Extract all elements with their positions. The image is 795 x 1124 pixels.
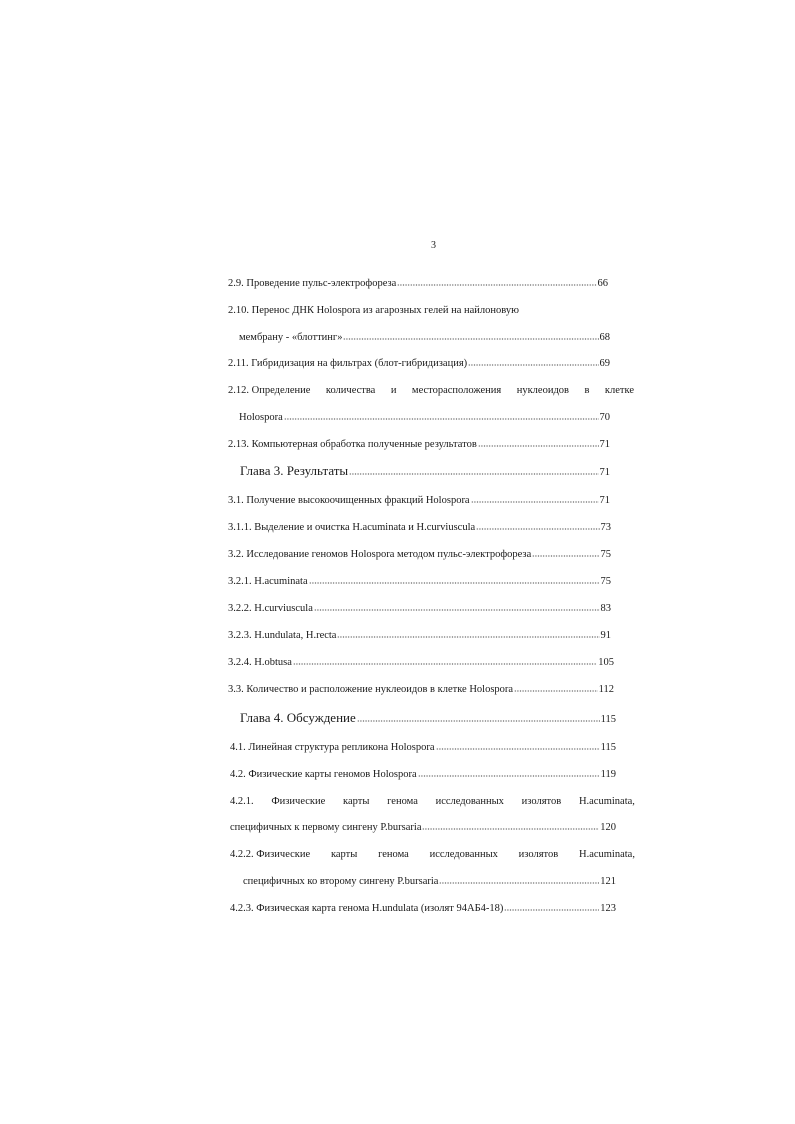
toc-chapter-4 xyxy=(240,711,616,727)
toc-entry-page: 70 xyxy=(599,412,610,423)
toc-entry-text: 2.11. Гибридизация на фильтрах (блот-гибридизация) xyxy=(228,358,468,369)
word: месторасположения xyxy=(411,385,502,396)
dot-leader xyxy=(471,494,599,503)
word: 4.2.1. xyxy=(230,796,254,807)
word: в xyxy=(584,385,590,396)
toc-entry-3-1-1 xyxy=(228,521,611,535)
dot-leader xyxy=(293,656,597,665)
toc-entry-2-12-line2 xyxy=(239,411,610,425)
word: и xyxy=(390,385,397,396)
dot-leader xyxy=(418,768,600,777)
dot-leader xyxy=(504,902,599,911)
toc-entry-page: 69 xyxy=(599,358,610,369)
word: генома xyxy=(378,849,409,860)
word: 4.2.2. Физические xyxy=(230,849,311,860)
toc-entry-4-2-1-line1 xyxy=(230,795,635,809)
toc-entry-text: 4.2. Физические карты геномов Holospora xyxy=(230,769,417,780)
word: клетке xyxy=(604,385,634,396)
toc-entry-4-2 xyxy=(230,768,616,782)
word: карты xyxy=(343,796,370,807)
toc-entry-text: 4.2.3. Физическая карта генома H.undulata (изолят 94АБ4-18) xyxy=(230,903,504,914)
toc-entry-text: 2.13. Компьютерная обработка полученные результатов xyxy=(228,439,477,450)
word: изолятов xyxy=(521,796,562,807)
toc-entry-page: 75 xyxy=(600,549,611,560)
toc-entry-page: 71 xyxy=(599,439,610,450)
dot-leader xyxy=(397,277,596,286)
dot-leader xyxy=(357,713,600,722)
dot-leader xyxy=(478,438,599,447)
toc-entry-page: 121 xyxy=(600,876,616,887)
dot-leader xyxy=(532,548,599,557)
dot-leader xyxy=(343,331,598,340)
toc-chapter-title: Глава 3. Результаты xyxy=(240,463,349,478)
toc-entry-page: 71 xyxy=(599,467,610,478)
dot-leader xyxy=(314,602,600,611)
word: H.acuminata, xyxy=(578,796,635,807)
toc-entry-3-1 xyxy=(228,494,610,508)
toc-entry-text: 3.1.1. Выделение и очистка H.acuminata и H.curviuscula xyxy=(228,522,476,533)
dot-leader xyxy=(422,821,599,830)
page-number: 3 xyxy=(431,240,436,251)
toc-entry-3-2-1 xyxy=(228,575,611,589)
toc-entry-text: 3.2.3. H.undulata, H.recta xyxy=(228,630,337,641)
toc-entry-text: 3.2. Исследование геномов Holospora методом пульс-электрофореза xyxy=(228,549,532,560)
word: исследованных xyxy=(435,796,504,807)
toc-entry-page: 83 xyxy=(600,603,611,614)
toc-entry-text: 3.1. Получение высокоочищенных фракций Holospora xyxy=(228,495,470,506)
dot-leader xyxy=(436,741,600,750)
toc-chapter-3 xyxy=(240,464,610,480)
toc-entry-2-12-line1 xyxy=(228,384,634,398)
toc-entry-text: 4.1. Линейная структура репликона Holospora xyxy=(230,742,435,753)
word: H.acuminata, xyxy=(578,849,635,860)
toc-entry-3-3 xyxy=(228,683,614,697)
toc-entry-2-11 xyxy=(228,357,610,371)
toc-entry-page: 115 xyxy=(600,742,616,753)
toc-entry-text: 3.3. Количество и расположение нуклеоидов в клетке Holospora xyxy=(228,684,514,695)
toc-chapter-title: Глава 4. Обсуждение xyxy=(240,710,356,725)
dot-leader xyxy=(284,411,599,420)
dot-leader xyxy=(439,875,599,884)
toc-entry-3-2-3 xyxy=(228,629,611,643)
toc-entry-text: 2.9. Проведение пульс-электрофореза xyxy=(228,278,397,289)
word: нуклеоидов xyxy=(516,385,569,396)
toc-entry-4-1 xyxy=(230,741,616,755)
dot-leader xyxy=(468,357,598,366)
toc-entry-3-2 xyxy=(228,548,611,562)
word: изолятов xyxy=(518,849,559,860)
toc-entry-2-13 xyxy=(228,438,610,452)
toc-entry-3-2-4 xyxy=(228,656,614,670)
toc-entry-page: 73 xyxy=(600,522,611,533)
toc-entry-text: мембрану - «блоттинг» xyxy=(239,332,343,343)
toc-entry-page: 68 xyxy=(599,332,610,343)
dot-leader xyxy=(349,466,598,475)
toc-entry-text: 3.2.2. H.curviuscula xyxy=(228,603,313,614)
dot-leader xyxy=(309,575,600,584)
toc-entry-4-2-1-line2 xyxy=(230,821,616,835)
word: количества xyxy=(325,385,376,396)
word: исследованных xyxy=(429,849,498,860)
toc-entry-page: 112 xyxy=(598,684,614,695)
toc-entry-text: Holospora xyxy=(239,412,283,423)
toc-entry-page: 123 xyxy=(600,903,616,914)
dot-leader xyxy=(514,683,598,692)
toc-entry-page: 119 xyxy=(600,769,616,780)
toc-entry-page: 71 xyxy=(599,495,610,506)
toc-entry-page: 120 xyxy=(600,822,616,833)
dot-leader xyxy=(476,521,599,530)
toc-entry-text: 3.2.4. H.obtusa xyxy=(228,657,292,668)
word: Физические xyxy=(271,796,326,807)
word: 2.12. Определение xyxy=(228,385,311,396)
toc-entry-2-10-line1: 2.10. Перенос ДНК Holospora из агарозных гелей на найлоновую xyxy=(228,305,519,316)
toc-entry-4-2-2-line1 xyxy=(230,848,635,862)
word: карты xyxy=(330,849,358,860)
toc-entry-text: специфичных к первому сингену P.bursaria xyxy=(230,822,422,833)
dot-leader xyxy=(337,629,599,638)
toc-entry-page: 105 xyxy=(598,657,614,668)
toc-entry-text: 3.2.1. H.acuminata xyxy=(228,576,308,587)
toc-entry-3-2-2 xyxy=(228,602,611,616)
toc-entry-page: 91 xyxy=(600,630,611,641)
toc-entry-page: 115 xyxy=(600,714,616,725)
toc-entry-4-2-2-line2 xyxy=(243,875,616,889)
toc-entry-text: специфичных ко второму сингену P.bursaria xyxy=(243,876,439,887)
word: генома xyxy=(387,796,418,807)
toc-entry-page: 75 xyxy=(600,576,611,587)
toc-entry-2-9 xyxy=(228,277,608,291)
toc-entry-2-10-line2 xyxy=(239,331,610,345)
toc-entry-page: 66 xyxy=(597,278,608,289)
toc-entry-4-2-3 xyxy=(230,902,616,916)
